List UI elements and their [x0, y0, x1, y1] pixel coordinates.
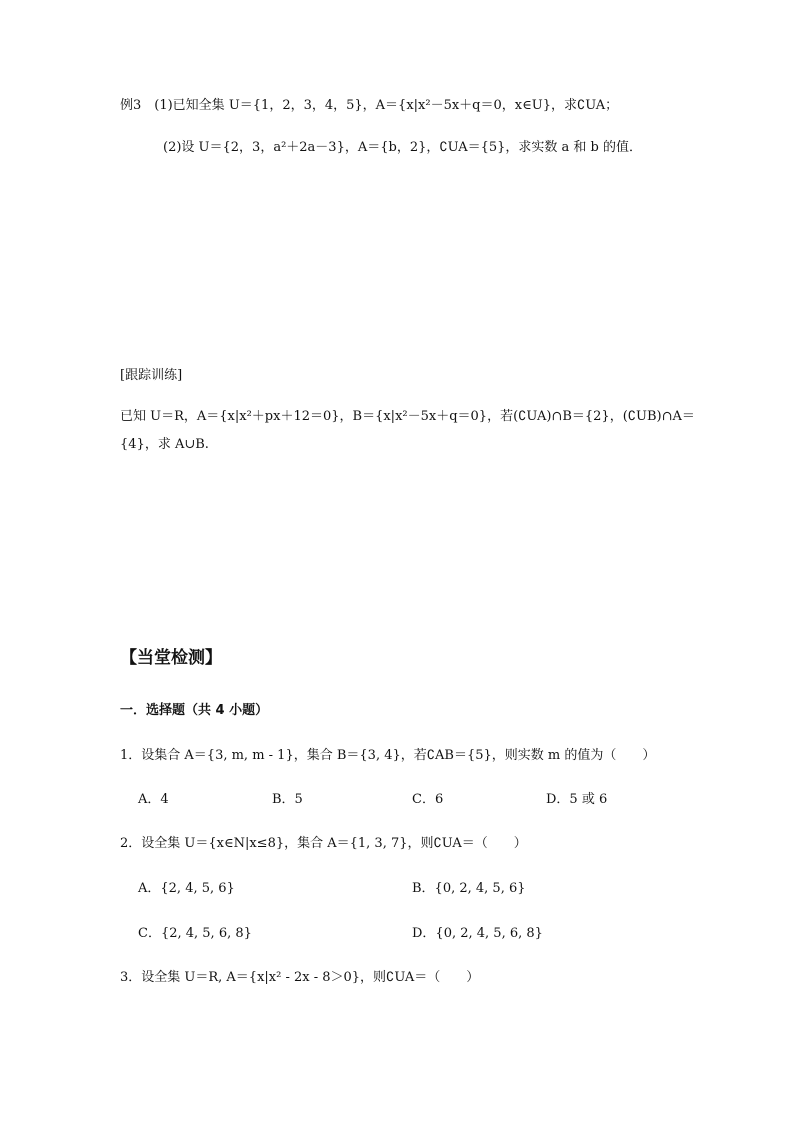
question-2-option-d[interactable]: D．{0, 2, 4, 5, 6, 8} [412, 926, 543, 941]
question-1-option-d[interactable]: D．5 或 6 [546, 792, 608, 807]
question-2-option-c[interactable]: C．{2, 4, 5, 6, 8} [138, 926, 252, 941]
question-2-stem: 2．设全集 U＝{x∈N|x≤8}，集合 A＝{1, 3, 7}，则∁UA＝（ ） [120, 836, 527, 851]
section-subheading: 一．选择题（共 4 小题） [120, 703, 269, 718]
tracking-problem-line-1: 已知 U＝R，A＝{x|x²＋px＋12＝0}，B＝{x|x²－5x＋q＝0}，若(∁UA)∩B＝{2}，(∁UB)∩A＝ [120, 409, 695, 424]
question-1-option-a[interactable]: A．4 [138, 792, 169, 807]
question-3-stem: 3．设全集 U＝R, A＝{x|x² - 2x - 8＞0}，则∁UA＝（ ） [120, 970, 480, 985]
example-3-part-2: (2)设 U＝{2，3，a²＋2a－3}，A＝{b，2}，∁UA＝{5}，求实数 a 和 b 的值． [163, 140, 642, 155]
question-1-option-c[interactable]: C．6 [412, 792, 444, 807]
question-1-option-b[interactable]: B．5 [272, 792, 303, 807]
section-heading: 【当堂检测】 [120, 648, 222, 668]
question-1-stem: 1．设集合 A＝{3, m, m - 1}，集合 B＝{3, 4}，若∁AB＝{5}，则实数 m 的值为（ ） [120, 748, 656, 763]
example-3-part-1: 例3 (1)已知全集 U＝{1，2，3，4，5}，A＝{x|x²－5x＋q＝0，x∈U}，求∁UA； [120, 98, 619, 113]
tracking-problem-line-2: {4}，求 A∪B. [120, 437, 209, 452]
question-2-option-b[interactable]: B．{0, 2, 4, 5, 6} [412, 881, 526, 896]
question-2-option-a[interactable]: A．{2, 4, 5, 6} [138, 881, 235, 896]
tracking-training-label: [跟踪训练] [120, 368, 183, 383]
